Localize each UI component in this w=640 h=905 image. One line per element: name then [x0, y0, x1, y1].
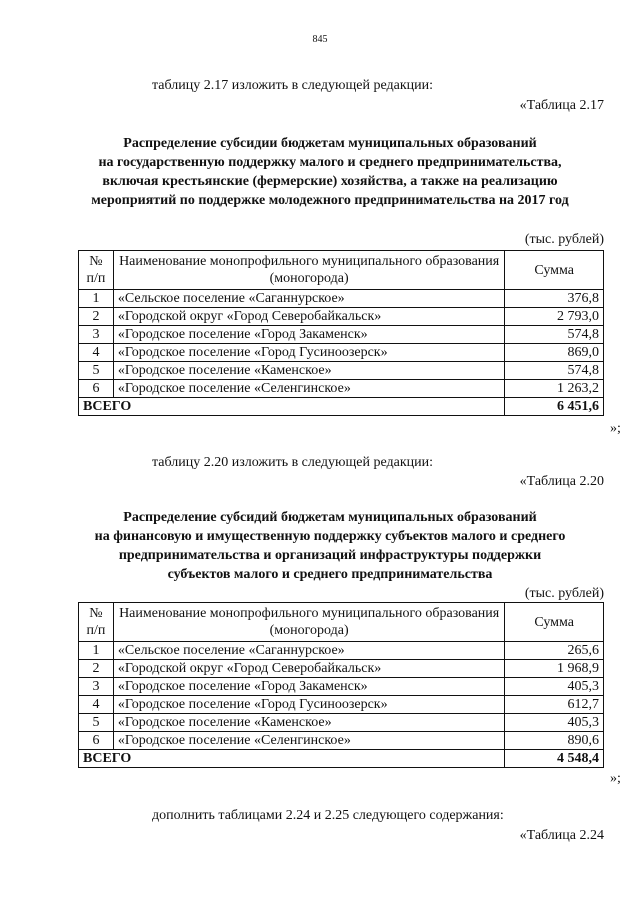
row-name: «Городское поселение «Город Закаменск» — [113, 678, 505, 696]
row-number: 1 — [79, 290, 114, 308]
header-amount: Сумма — [505, 251, 604, 290]
row-number: 4 — [79, 696, 114, 714]
table-row — [79, 290, 604, 308]
row-number: 2 — [79, 308, 114, 326]
row-amount: 405,3 — [505, 678, 604, 696]
table-row — [79, 732, 604, 750]
row-name: «Сельское поселение «Саганнурское» — [113, 642, 505, 660]
table-row — [79, 696, 604, 714]
closing-quote-2: »; — [610, 771, 621, 786]
row-name: «Городское поселение «Город Гусиноозерск» — [113, 696, 505, 714]
table-row — [79, 308, 604, 326]
row-amount: 869,0 — [505, 344, 604, 362]
table-title-1-line: включая крестьянские (фермерские) хозяйства, а также на реализацию — [102, 174, 558, 189]
row-amount: 265,6 — [505, 642, 604, 660]
instruction-text-2: таблицу 2.20 изложить в следующей редакции: — [152, 455, 434, 470]
row-name: «Городское поселение «Город Гусиноозерск» — [113, 344, 505, 362]
row-number: 5 — [79, 714, 114, 732]
instruction-text-1: таблицу 2.17 изложить в следующей редакции: — [152, 78, 434, 93]
table-title-2-line: Распределение субсидий бюджетам муниципальных образований — [123, 510, 537, 525]
table-title-2-line: субъектов малого и среднего предпринимательства — [167, 567, 493, 582]
row-number: 1 — [79, 642, 114, 660]
header-number: № п/п — [79, 603, 114, 642]
header-name: Наименование монопрофильного муниципального образования (моногорода) — [113, 251, 505, 290]
table-row — [79, 678, 604, 696]
row-name: «Городское поселение «Город Закаменск» — [113, 326, 505, 344]
table-title-1 — [60, 134, 600, 210]
total-row — [79, 750, 604, 768]
total-row — [79, 398, 604, 416]
row-name: «Городское поселение «Каменское» — [113, 714, 505, 732]
row-number: 6 — [79, 732, 114, 750]
row-amount: 405,3 — [505, 714, 604, 732]
table-label-2: «Таблица 2.20 — [519, 474, 604, 489]
row-name: «Городское поселение «Селенгинское» — [113, 380, 505, 398]
total-label: ВСЕГО — [79, 750, 505, 768]
row-number: 3 — [79, 326, 114, 344]
row-name: «Сельское поселение «Саганнурское» — [113, 290, 505, 308]
table-row — [79, 344, 604, 362]
table-row — [79, 660, 604, 678]
table-row — [79, 326, 604, 344]
row-amount: 574,8 — [505, 326, 604, 344]
table-row — [79, 362, 604, 380]
row-amount: 2 793,0 — [505, 308, 604, 326]
table-title-1-line: мероприятий по поддержке молодежного предпринимательства на 2017 год — [91, 193, 569, 208]
header-amount: Сумма — [505, 603, 604, 642]
table-header-row — [79, 603, 604, 642]
table-title-1-line: на государственную поддержку малого и среднего предпринимательства, — [98, 155, 562, 170]
total-label: ВСЕГО — [79, 398, 505, 416]
subsidy-table-1 — [78, 250, 604, 416]
row-name: «Городское поселение «Каменское» — [113, 362, 505, 380]
row-amount: 376,8 — [505, 290, 604, 308]
table-row — [79, 642, 604, 660]
table-header-row — [79, 251, 604, 290]
row-number: 6 — [79, 380, 114, 398]
subsidy-table-2 — [78, 602, 604, 768]
table-title-2 — [60, 508, 600, 584]
table-title-2-line: предпринимательства и организаций инфраструктуры поддержки — [118, 548, 542, 563]
row-number: 5 — [79, 362, 114, 380]
table-label-3: «Таблица 2.24 — [519, 828, 604, 843]
row-amount: 1 263,2 — [505, 380, 604, 398]
row-amount: 612,7 — [505, 696, 604, 714]
table-row — [79, 380, 604, 398]
table-label-1: «Таблица 2.17 — [519, 98, 604, 113]
instruction-text-3: дополнить таблицами 2.24 и 2.25 следующего содержания: — [152, 808, 504, 823]
row-name: «Городской округ «Город Северобайкальск» — [113, 660, 505, 678]
header-number: № п/п — [79, 251, 114, 290]
total-amount: 4 548,4 — [505, 750, 604, 768]
closing-quote-1: »; — [610, 421, 621, 436]
row-name: «Городское поселение «Селенгинское» — [113, 732, 505, 750]
page-number: 845 — [312, 34, 328, 45]
table-title-1-line: Распределение субсидии бюджетам муниципальных образований — [123, 136, 537, 151]
table-title-2-line: на финансовую и имущественную поддержку субъектов малого и среднего — [94, 529, 566, 544]
row-number: 4 — [79, 344, 114, 362]
row-number: 2 — [79, 660, 114, 678]
unit-label-1: (тыс. рублей) — [524, 232, 604, 247]
total-amount: 6 451,6 — [505, 398, 604, 416]
table-row — [79, 714, 604, 732]
row-name: «Городской округ «Город Северобайкальск» — [113, 308, 505, 326]
row-number: 3 — [79, 678, 114, 696]
row-amount: 890,6 — [505, 732, 604, 750]
row-amount: 1 968,9 — [505, 660, 604, 678]
row-amount: 574,8 — [505, 362, 604, 380]
unit-label-2: (тыс. рублей) — [524, 586, 604, 601]
header-name: Наименование монопрофильного муниципального образования (моногорода) — [113, 603, 505, 642]
